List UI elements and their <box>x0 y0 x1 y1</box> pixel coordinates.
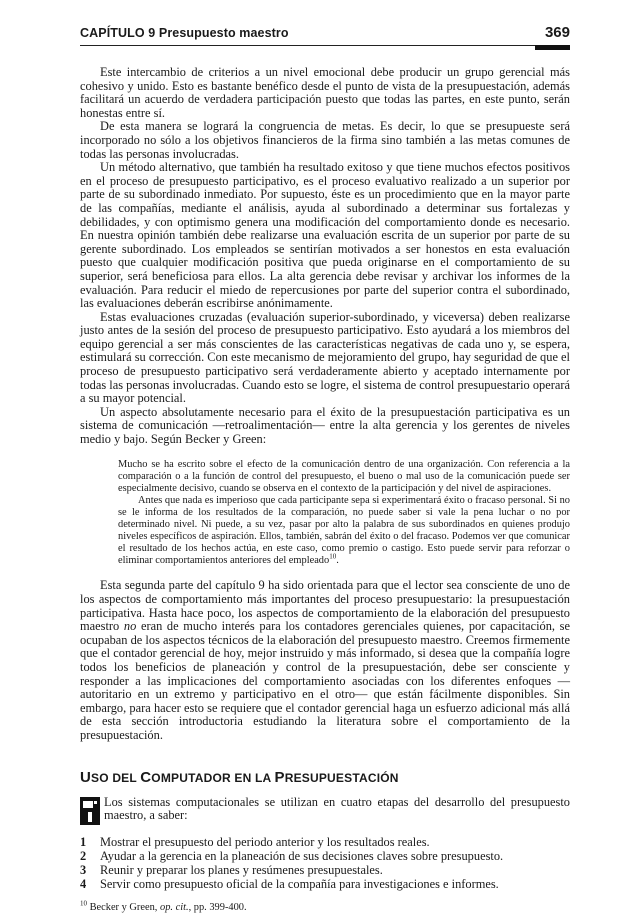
list-item-number: 4 <box>80 877 87 892</box>
list-item-number: 3 <box>80 863 87 878</box>
section-title-cap-1: U <box>80 768 92 786</box>
footnote-mark: 10 <box>80 899 87 908</box>
page-body <box>80 66 570 914</box>
paragraph-1: Este intercambio de criterios a un nivel emocional debe producir un grupo gerencial más cohesivo y unido. Esto es bastante benéfico desde el punto de vista de la presupuestación, además facilitará un acuerdo de verdadera participación puesto que todas las partes, en este punto, serán honestas entre sí. <box>80 65 570 120</box>
closing-paragraph <box>80 579 570 742</box>
steps-list <box>80 835 570 892</box>
section-title-small-2: OMPUTADOR EN LA <box>151 770 275 785</box>
footnote-text-before: Becker y Green, <box>87 901 160 913</box>
section-intro-text: Los sistemas computacionales se utilizan en cuatro etapas del desarrollo del presupuesto maestro, a saber: <box>104 794 570 823</box>
list-item-text: Servir como presupuesto oficial de la compañía para investigaciones e informes. <box>100 877 499 892</box>
quote-paragraph-2-text: Antes que nada es imperioso que cada participante sepa si experimentará éxito o fracaso personal. Si no se le informa de los resultados de la comparación, no puede saber si vale la pena luchar o no por determinado nivel. Ni puede, a su vez, pasar por alto la palabra de sus subordinados en quienes produjo niveles específicos de aspiración. Ellos, también, sabrán del éxito o del fracaso. Podemos ver que comunicar el resultado de los hechos actúa, en este caso, como premio o castigo. Esto puede servir para reforzar o eliminar comportamientos anteriores del empleado <box>118 494 570 567</box>
page-number: 369 <box>544 24 570 41</box>
list-item <box>80 863 570 877</box>
header-rule <box>80 45 570 46</box>
paragraph-2: De esta manera se logrará la congruencia de metas. Es decir, lo que se presupueste será incorporado no sólo a los objetivos financieros de la firma sino también a las metas comunes de todas las personas involucradas. <box>80 119 570 161</box>
block-quote <box>118 459 570 568</box>
page-header <box>80 24 570 46</box>
quote-paragraph-1: Mucho se ha escrito sobre el efecto de la comunicación dentro de una organización. Con referencia a la comparación o a la función de control del presupuesto, el bueno o mal uso de la comunicación puede ser especialmente decisivo, cuando se observa en el contexto de la participación y del nivel de aspiraciones. <box>118 458 570 494</box>
section-title <box>80 769 570 786</box>
paragraph-3: Un método alternativo, que también ha resultado exitoso y que tiene muchos efectos positivos en el proceso de presupuesto participativo, es el proceso evaluativo realizado a un superior por parte de su subordinado inmediato. Por supuesto, éste es un procedimiento que en la mayor parte de las compañías, mediante el análisis, ayuda al subordinado a determinar sus fortalezas y debilidades, y con optimismo genera una modificación del comportamiento donde es necesario. En nuestra opinión también debe realizarse una evaluación escrita de un superior por parte de su gerente subordinado. Los empleados se sentirían motivados a ser honestos en esta evaluación puesto que cualquier modificación positiva que pueda originarse en el comportamiento de su superior, será beneficiosa para ellos. La alta gerencia debe revisar y archivar los informes de la evaluación. Para reducir el miedo de repercusiones por parte del superior contra el subordinado, las evaluaciones deberán escribirse anónimamente. <box>80 160 570 311</box>
chapter-title: CAPÍTULO 9 Presupuesto maestro <box>80 26 289 40</box>
paragraph-4: Estas evaluaciones cruzadas (evaluación superior-subordinado, y viceversa) deben realizarse justo antes de la sesión del proceso de presupuesto participativo. Esto ayudará a los miembros del equipo gerencial a ser más conscientes de las características negativas de cada uno y, se espera, estimulará su corrección. Con este mecanismo de mejoramiento del grupo, hay seguridad de que el proceso de presupuesto participativo será verdaderamente abierto y aceptado internamente por todas las personas involucradas. Cuando esto se logre, el sistema de control presupuestario operará a su mayor potencial. <box>80 309 570 406</box>
header-rule-block <box>535 45 570 50</box>
section-title-small-1: SO DEL <box>91 770 141 785</box>
section-title-cap-2: C <box>140 768 152 786</box>
footnote-reference: 10 <box>329 552 337 561</box>
list-item-text: Mostrar el presupuesto del periodo anterior y los resultados reales. <box>100 834 430 849</box>
section-title-cap-3: P <box>274 768 285 786</box>
list-item <box>80 877 570 891</box>
section-intro <box>80 796 570 823</box>
list-item-text: Ayudar a la gerencia en la planeación de sus decisiones claves sobre presupuesto. <box>100 848 504 863</box>
footnote <box>80 899 570 914</box>
list-item <box>80 835 570 849</box>
list-item-text: Reunir y preparar los planes y resúmenes presupuestales. <box>100 863 383 878</box>
list-item-number: 1 <box>80 834 87 849</box>
footnote-emphasis: op. cit. <box>160 901 189 913</box>
quote-paragraph-2-end: . <box>336 555 339 567</box>
section-title-small-3: RESUPUESTACIÓN <box>284 770 399 785</box>
closing-paragraph-emphasis: no <box>123 619 137 634</box>
footnote-text-after: , pp. 399-400. <box>188 901 247 913</box>
quote-paragraph-2 <box>118 495 570 568</box>
list-item <box>80 849 570 863</box>
paragraph-5: Un aspecto absolutamente necesario para el éxito de la presupuestación participativa es un sistema de comunicación —retroalimentación— entre la alta gerencia y los gerentes de niveles medio y bajo. Según Becker y Green: <box>80 404 570 447</box>
list-item-number: 2 <box>80 848 87 863</box>
computer-icon <box>80 797 100 825</box>
closing-paragraph-part-1: Esta segunda parte del capítulo 9 ha sido orientada para que el lector sea consciente de uno de los aspectos de comportamiento más importantes del proceso presupuestario: la presupuestación participativa. Hasta hace poco, los aspectos de comportamiento de la elaboración del presupuesto maestro <box>80 578 570 634</box>
closing-paragraph-part-2: eran de mucho interés para los contadores gerenciales quienes, por capacitación, se ocupaban de los aspectos técnicos de la elaboración del presupuesto maestro. Creemos firmemente que el contador gerencial de hoy, mejor instruido y más informado, si desea que la compañía logre todos los beneficios de planeación y control de la presupuestación, debe ser consciente y responder a las implicaciones del comportamiento asociadas con los diferentes enfoques —autoritario en un extremo y participativo en el otro— que están fácilmente disponibles. Sin embargo, para hacer esto se requiere que el contador gerencial haga un esfuerzo adicional más allá de esta sección introductoria estudiando la literatura sobre el comportamiento de la presupuestación. <box>80 619 570 742</box>
